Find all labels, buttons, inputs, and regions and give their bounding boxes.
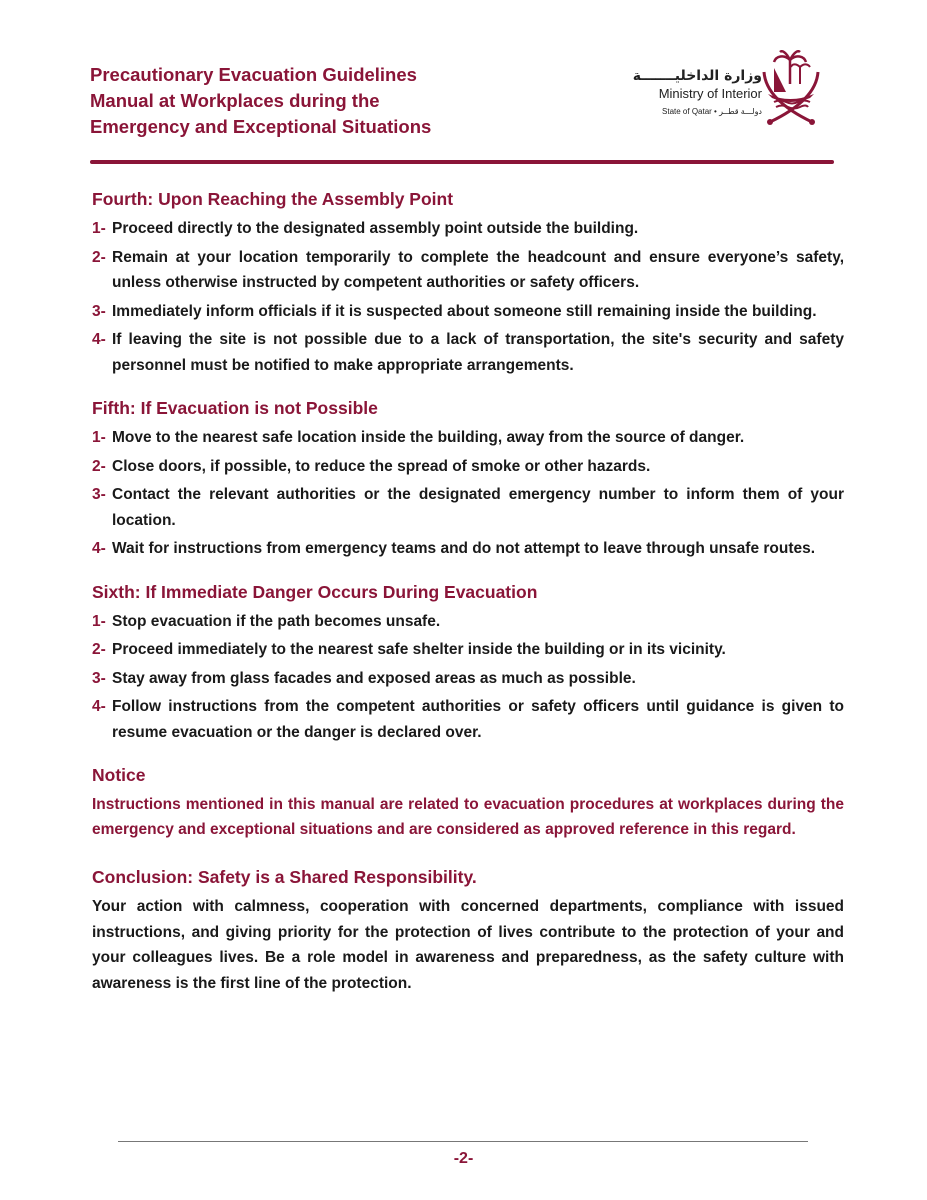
item-number: 2- xyxy=(92,641,106,658)
notice-text: Instructions mentioned in this manual are related to evacuation procedures at workplaces during the emergency and exceptional situations and are considered as approved reference in this regard. xyxy=(92,796,844,838)
logo-state-line: State of Qatar • دولـــة قطــر xyxy=(662,107,762,116)
item-number: 4- xyxy=(92,540,106,557)
list-item xyxy=(92,666,844,692)
item-text: Stop evacuation if the path becomes unsafe. xyxy=(112,612,441,630)
conclusion-text: Your action with calmness, cooperation with concerned departments, compliance with issued instructions, and giving priority for the protection of lives contribute to the protection of your and your colleagues lives. Be a role model in awareness and preparedness, as the safety culture with awareness is the first line of the protection. xyxy=(92,898,844,992)
item-text: Proceed immediately to the nearest safe shelter inside the building or in its vicinity. xyxy=(112,641,726,658)
section-fifth xyxy=(92,395,844,562)
section-title: Fourth: Upon Reaching the Assembly Point xyxy=(92,189,454,209)
header-divider xyxy=(90,160,834,164)
list-item xyxy=(92,216,844,242)
section-fourth xyxy=(92,186,844,378)
list-item xyxy=(92,425,844,451)
title-line-3: Emergency and Exceptional Situations xyxy=(90,116,432,137)
notice-title: Notice xyxy=(92,765,146,785)
list-item xyxy=(92,299,844,325)
item-text: Proceed directly to the designated assembly point outside the building. xyxy=(112,220,639,237)
list-item xyxy=(92,694,844,745)
conclusion-title: Conclusion: Safety is a Shared Responsibility. xyxy=(92,867,477,887)
item-number: 3- xyxy=(92,486,106,503)
item-text: Immediately inform officials if it is suspected about someone still remaining inside the building. xyxy=(112,302,817,320)
list-item xyxy=(92,245,844,296)
item-number: 4- xyxy=(92,331,106,348)
logo-arabic-name: وزارة الداخليـــــــة xyxy=(632,68,762,84)
footer-divider xyxy=(118,1141,808,1142)
list-item xyxy=(92,327,844,378)
section-title: Fifth: If Evacuation is not Possible xyxy=(92,398,378,418)
qatar-emblem-icon xyxy=(760,50,822,126)
item-text: Contact the relevant authorities or the designated emergency number to inform them of your location. xyxy=(112,486,844,529)
list-item xyxy=(92,536,844,562)
section-sixth xyxy=(92,579,844,746)
item-text: Wait for instructions from emergency teams and do not attempt to leave through unsafe routes. xyxy=(112,540,816,557)
document-body xyxy=(92,186,844,996)
logo-text-block xyxy=(633,68,762,116)
logo-english-name: Ministry of Interior xyxy=(658,86,762,101)
item-text: Move to the nearest safe location inside the building, away from the source of danger. xyxy=(112,429,745,446)
item-number: 4- xyxy=(92,698,106,715)
document-title xyxy=(90,62,510,140)
item-number: 2- xyxy=(92,248,106,266)
title-line-2: Manual at Workplaces during the xyxy=(90,90,380,111)
list-item xyxy=(92,454,844,480)
item-number: 1- xyxy=(92,612,106,630)
page-number: -2- xyxy=(453,1150,474,1167)
conclusion-section xyxy=(92,864,844,996)
item-text: Follow instructions from the competent authorities or safety officers until guidance is given to resume evacuation or the danger is declared over. xyxy=(112,698,844,741)
section-title: Sixth: If Immediate Danger Occurs During Evacuation xyxy=(92,581,538,602)
ministry-logo xyxy=(620,50,840,130)
list-item xyxy=(92,482,844,533)
title-line-1: Precautionary Evacuation Guidelines xyxy=(90,64,417,85)
notice-section xyxy=(92,762,844,842)
item-number: 1- xyxy=(92,220,106,237)
item-text: Close doors, if possible, to reduce the spread of smoke or other hazards. xyxy=(112,457,651,475)
item-text: Stay away from glass facades and exposed areas as much as possible. xyxy=(112,669,636,687)
list-item xyxy=(92,637,844,663)
item-number: 3- xyxy=(92,669,106,687)
item-text: If leaving the site is not possible due to a lack of transportation, the site's security and safety personnel must be notified to make appropriate arrangements. xyxy=(112,331,844,374)
item-number: 2- xyxy=(92,457,106,475)
item-text: Remain at your location temporarily to complete the headcount and ensure everyone’s safety, unless otherwise instructed by competent authorities or safety officers. xyxy=(112,248,844,291)
list-item xyxy=(92,609,844,635)
item-number: 1- xyxy=(92,429,106,446)
item-number: 3- xyxy=(92,302,106,320)
